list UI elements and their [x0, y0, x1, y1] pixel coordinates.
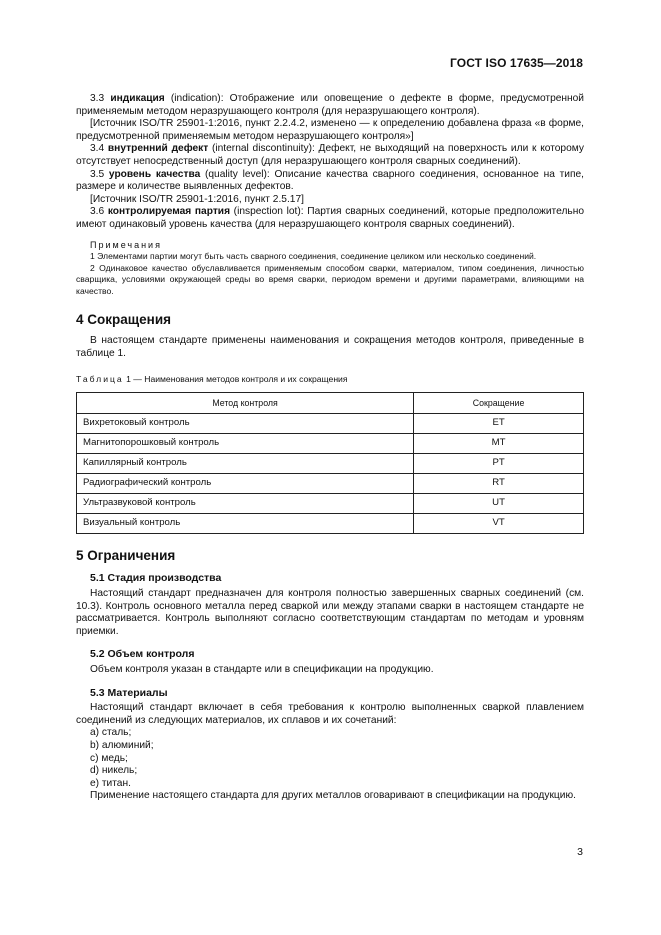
table-row [77, 473, 584, 493]
definition-3-5: 3.5 уровень качества (quality level): Описание качества сварного соединения, основанное на типе, размере и количестве выявленных дефектов. [76, 168, 584, 193]
table-row [77, 513, 584, 533]
materials-list [76, 727, 584, 790]
method-cell: Магнитопорошковый контроль [77, 433, 414, 453]
table-row [77, 433, 584, 453]
source-3-5: [Источник ISO/TR 25901-1:2016, пункт 2.5.17] [90, 193, 304, 205]
abbr-cell: MT [414, 433, 584, 453]
table-row [77, 413, 584, 433]
section-4-title: 4 Сокращения [76, 311, 171, 327]
table-row [77, 453, 584, 473]
definition-3-3: 3.3 индикация (indication): Отображение или оповещение о дефекте в форме, предусмотренной применяемым методом неразрушающего контроля (для неразрушающего контроля). [76, 93, 585, 117]
notes-heading: Примечания [90, 239, 162, 250]
methods-table [76, 392, 584, 534]
document-id: ГОСТ ISO 17635—2018 [450, 56, 583, 70]
method-cell: Визуальный контроль [77, 513, 414, 533]
col-method-header: Метод контроля [77, 392, 414, 413]
source-3-3: [Источник ISO/TR 25901-1:2016, пункт 2.2.4.2, изменено — к определению добавлена фраза «в форме, предусмотренной применяемым методом неразрушающего контроля»] [76, 118, 584, 142]
col-abbr-header: Сокращение [414, 392, 584, 413]
subsection-5-2-text: Объем контроля указан в стандарте или в спецификации на продукцию. [90, 664, 434, 676]
page-body [76, 93, 584, 803]
term-internal-discontinuity: внутренний дефект [107, 143, 209, 155]
list-item: e) титан. [90, 777, 131, 789]
subsection-5-1-title: 5.1 Стадия производства [90, 572, 222, 585]
term-inspection-lot: контролируемая партия [107, 206, 231, 218]
note-2: 2 Одинаковое качество обуславливается применяемым способом сварки, материалом, типом соединения, личностью сварщика, условиями окружающей среды во время сварки, периодом времени и другими параметрами, влияющими на качество. [76, 262, 584, 296]
page-number: 3 [577, 846, 583, 858]
subsection-5-3-text: Настоящий стандарт включает в себя требования к контролю выполненных сваркой плавлением соединений из следующих материалов, их сплавов и их сочетаний: [76, 702, 584, 726]
list-item: b) алюминий; [90, 740, 154, 751]
table-header-row [77, 392, 584, 413]
definition-3-6: 3.6 контролируемая партия (inspection lot): Партия сварных соединений, которые предположительно имеют одинаковый уровень качества (для неразрушающего контроля сварных соединений). [76, 206, 584, 230]
table-caption: Таблица 1 — Наименования методов контроля и их сокращения [76, 374, 348, 385]
abbr-cell: RT [414, 473, 584, 493]
subsection-5-2-title: 5.2 Объем контроля [90, 648, 195, 661]
list-item: d) никель; [90, 765, 138, 777]
method-cell: Ультразвуковой контроль [77, 493, 414, 513]
method-cell: Капиллярный контроль [77, 453, 414, 473]
note-1: 1 Элементами партии могут быть часть сварного соединения, соединение целиком или несколько соединений. [90, 251, 537, 262]
list-item: a) сталь; [90, 727, 132, 739]
abbr-cell: PT [414, 453, 584, 473]
method-cell: Радиографический контроль [77, 473, 414, 493]
subsection-5-3-end: Применение настоящего стандарта для других металлов оговаривают в спецификации на продукцию. [90, 790, 576, 802]
term-indication: индикация [110, 93, 165, 104]
method-cell: Вихретоковый контроль [77, 413, 414, 433]
table-row [77, 493, 584, 513]
section-4-text: В настоящем стандарте применены наименования и сокращения методов контроля, приведенные в таблице 1. [76, 335, 584, 359]
abbr-cell: VT [414, 513, 584, 533]
abbr-cell: UT [414, 493, 584, 513]
definition-3-4: 3.4 внутренний дефект (internal discontinuity): Дефект, не выходящий на поверхность или к которому отсутствует непосредственный доступ (для неразрушающего контроля сварных соединений). [76, 143, 584, 167]
list-item: c) медь; [90, 752, 128, 764]
subsection-5-3-title: 5.3 Материалы [90, 686, 168, 699]
abbr-cell: ET [414, 413, 584, 433]
section-5-title: 5 Ограничения [76, 547, 176, 563]
term-quality-level: уровень качества [108, 168, 201, 180]
subsection-5-1-text: Настоящий стандарт предназначен для контроля полностью завершенных сварных соединений (см. 10.3). Контроль основного металла перед сваркой или между этапами сварки в настоящем стандарте не рассматривается. Контроль выполняют согласно соответствующим стандартам по методам и уровням приемки. [76, 588, 584, 637]
